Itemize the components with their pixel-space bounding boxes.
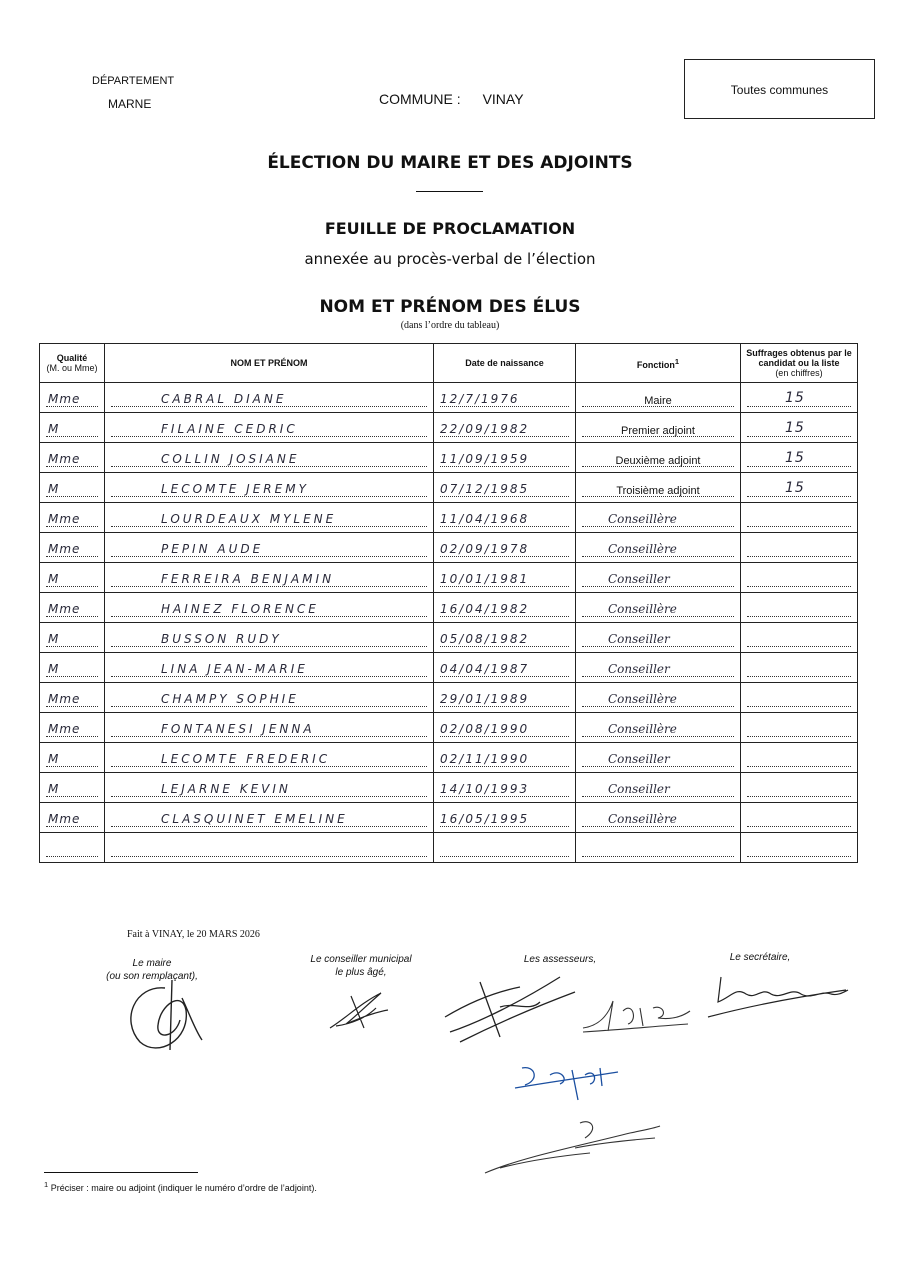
- cell-fonction: [576, 653, 741, 683]
- header-date: Date de naissance: [434, 344, 576, 383]
- elected-table: [39, 343, 858, 863]
- cell-nom: [105, 683, 434, 713]
- cell-qualite: [40, 833, 105, 863]
- qualite-value: M: [48, 782, 60, 796]
- table-row: [40, 593, 858, 623]
- date-value: 11/04/1968: [440, 512, 530, 526]
- cell-date: [434, 773, 576, 803]
- date-value: 22/09/1982: [440, 422, 530, 436]
- cell-qualite: [40, 623, 105, 653]
- cell-date: [434, 683, 576, 713]
- cell-fonction: [576, 743, 741, 773]
- cell-date: [434, 563, 576, 593]
- nom-value: FILAINE CEDRIC: [161, 422, 298, 436]
- date-value: 11/09/1959: [440, 452, 530, 466]
- footnote-divider: [44, 1172, 198, 1173]
- cell-date: [434, 533, 576, 563]
- cell-qualite: [40, 593, 105, 623]
- fonction-value: Conseillère: [608, 722, 677, 736]
- nom-value: FERREIRA BENJAMIN: [161, 572, 335, 586]
- qualite-value: Mme: [48, 722, 81, 736]
- header-qualite: Qualité (M. ou Mme): [40, 344, 105, 383]
- annex-subtitle: annexée au procès-verbal de l’élection: [304, 250, 596, 268]
- fonction-value: Premier adjoint: [621, 425, 695, 437]
- cell-date: [434, 833, 576, 863]
- nom-value: FONTANESI JENNA: [161, 722, 315, 736]
- cell-suffrages: [741, 593, 858, 623]
- cell-nom: [105, 383, 434, 413]
- cell-nom: [105, 623, 434, 653]
- table-row: [40, 563, 858, 593]
- sheet-title: FEUILLE DE PROCLAMATION: [324, 219, 576, 238]
- fonction-value: Conseiller: [608, 782, 670, 796]
- department-value: MARNE: [108, 97, 152, 111]
- cell-nom: [105, 533, 434, 563]
- list-note: (dans l’ordre du tableau): [400, 320, 500, 331]
- nom-value: LEJARNE KEVIN: [161, 782, 291, 796]
- commune-value: VINAY: [482, 91, 524, 107]
- cell-suffrages: [741, 413, 858, 443]
- cell-date: [434, 713, 576, 743]
- cell-nom: [105, 593, 434, 623]
- nom-value: LINA JEAN-MARIE: [161, 662, 308, 676]
- fonction-value: Conseiller: [608, 662, 670, 676]
- secretaire-label: Le secrétaire,: [729, 952, 791, 963]
- cell-date: [434, 653, 576, 683]
- table-header-row: [40, 344, 858, 383]
- commune-line: [379, 91, 524, 107]
- cell-nom: [105, 473, 434, 503]
- qualite-value: Mme: [48, 512, 81, 526]
- cell-suffrages: [741, 623, 858, 653]
- commune-label: COMMUNE :: [379, 91, 461, 107]
- date-value: 10/01/1981: [440, 572, 530, 586]
- nom-value: CABRAL DIANE: [161, 392, 287, 406]
- cell-nom: [105, 833, 434, 863]
- conseiller-label: Le conseiller municipal le plus âgé,: [310, 954, 412, 978]
- date-value: 04/04/1987: [440, 662, 530, 676]
- fonction-value: Conseiller: [608, 632, 670, 646]
- qualite-value: Mme: [48, 812, 81, 826]
- date-value: 05/08/1982: [440, 632, 530, 646]
- cell-suffrages: [741, 833, 858, 863]
- footnote: $^1$ Préciser : maire ou adjoint (indiquer le numéro d’ordre de l’adjoint).: [44, 1180, 317, 1193]
- cell-date: [434, 503, 576, 533]
- table-row: [40, 803, 858, 833]
- cell-fonction: [576, 623, 741, 653]
- fonction-value: Conseillère: [608, 692, 677, 706]
- page-title: ÉLECTION DU MAIRE ET DES ADJOINTS: [267, 153, 633, 173]
- cell-nom: [105, 563, 434, 593]
- cell-fonction: [576, 383, 741, 413]
- cell-date: [434, 743, 576, 773]
- cell-nom: [105, 503, 434, 533]
- cell-qualite: [40, 803, 105, 833]
- cell-suffrages: [741, 743, 858, 773]
- fonction-value: Conseiller: [608, 572, 670, 586]
- cell-suffrages: [741, 383, 858, 413]
- nom-value: LECOMTE JEREMY: [161, 482, 309, 496]
- date-value: 16/05/1995: [440, 812, 530, 826]
- cell-qualite: [40, 683, 105, 713]
- fait-a-line: Fait à VINAY, le 20 MARS 2026: [127, 929, 260, 940]
- cell-suffrages: [741, 503, 858, 533]
- date-value: 16/04/1982: [440, 602, 530, 616]
- fonction-value: Conseillère: [608, 512, 677, 526]
- cell-nom: [105, 773, 434, 803]
- table-row: [40, 443, 858, 473]
- cell-suffrages: [741, 563, 858, 593]
- suffrages-value: 15: [785, 420, 805, 436]
- qualite-value: M: [48, 482, 60, 496]
- cell-qualite: [40, 563, 105, 593]
- cell-qualite: [40, 533, 105, 563]
- cell-qualite: [40, 383, 105, 413]
- cell-qualite: [40, 743, 105, 773]
- table-row: [40, 383, 858, 413]
- date-value: 02/11/1990: [440, 752, 530, 766]
- table-row: [40, 473, 858, 503]
- nom-value: CHAMPY SOPHIE: [161, 692, 299, 706]
- header-suffrages: Suffrages obtenus par le candidat ou la liste (en chiffres): [741, 344, 858, 383]
- fonction-value: Conseillère: [608, 542, 677, 556]
- table-row: [40, 623, 858, 653]
- date-value: 12/7/1976: [440, 392, 520, 406]
- qualite-value: M: [48, 662, 60, 676]
- cell-qualite: [40, 443, 105, 473]
- cell-qualite: [40, 773, 105, 803]
- qualite-value: Mme: [48, 692, 81, 706]
- cell-fonction: [576, 713, 741, 743]
- cell-fonction: [576, 473, 741, 503]
- cell-date: [434, 383, 576, 413]
- date-value: 02/08/1990: [440, 722, 530, 736]
- qualite-value: M: [48, 422, 60, 436]
- cell-fonction: [576, 683, 741, 713]
- cell-fonction: [576, 533, 741, 563]
- cell-date: [434, 593, 576, 623]
- cell-suffrages: [741, 713, 858, 743]
- cell-suffrages: [741, 443, 858, 473]
- table-row: [40, 743, 858, 773]
- table-row: [40, 503, 858, 533]
- nom-value: LOURDEAUX MYLENE: [161, 512, 337, 526]
- conseiller-signature: [326, 988, 396, 1033]
- title-divider: [416, 191, 483, 192]
- fonction-value: Maire: [644, 395, 672, 407]
- qualite-value: M: [48, 632, 60, 646]
- cell-suffrages: [741, 473, 858, 503]
- nom-value: LECOMTE FREDERIC: [161, 752, 331, 766]
- cell-fonction: [576, 593, 741, 623]
- table-row: [40, 833, 858, 863]
- cell-nom: [105, 653, 434, 683]
- qualite-value: Mme: [48, 452, 81, 466]
- assesseur-signature-2: [578, 996, 693, 1036]
- cell-fonction: [576, 833, 741, 863]
- cell-date: [434, 443, 576, 473]
- qualite-value: M: [48, 572, 60, 586]
- suffrages-value: 15: [785, 480, 805, 496]
- cell-nom: [105, 713, 434, 743]
- table-row: [40, 683, 858, 713]
- fonction-value: Conseillère: [608, 602, 677, 616]
- assesseur-signature-3: [480, 1118, 665, 1178]
- cell-suffrages: [741, 533, 858, 563]
- fonction-value: Conseillère: [608, 812, 677, 826]
- fonction-value: Conseiller: [608, 752, 670, 766]
- cell-date: [434, 413, 576, 443]
- cell-date: [434, 623, 576, 653]
- nom-value: BUSSON RUDY: [161, 632, 282, 646]
- qualite-value: Mme: [48, 542, 81, 556]
- nom-value: COLLIN JOSIANE: [161, 452, 300, 466]
- cell-suffrages: [741, 803, 858, 833]
- cell-fonction: [576, 443, 741, 473]
- fonction-value: Troisième adjoint: [616, 485, 700, 497]
- table-row: [40, 653, 858, 683]
- date-value: 07/12/1985: [440, 482, 530, 496]
- assesseurs-label: Les assesseurs,: [523, 954, 597, 965]
- header-nom: NOM ET PRÉNOM: [105, 344, 434, 383]
- cell-suffrages: [741, 773, 858, 803]
- date-value: 29/01/1989: [440, 692, 530, 706]
- cell-fonction: [576, 773, 741, 803]
- suffrages-value: 15: [785, 450, 805, 466]
- qualite-value: M: [48, 752, 60, 766]
- table-row: [40, 533, 858, 563]
- cell-nom: [105, 443, 434, 473]
- cell-nom: [105, 413, 434, 443]
- department-label: DÉPARTEMENT: [92, 75, 175, 87]
- cell-fonction: [576, 563, 741, 593]
- cell-qualite: [40, 713, 105, 743]
- assesseur-signature-1: [440, 972, 580, 1047]
- table-row: [40, 413, 858, 443]
- secretaire-signature: [706, 972, 851, 1022]
- cell-fonction: [576, 503, 741, 533]
- maire-label: Le maire (ou son remplaçant),: [106, 958, 198, 982]
- cell-qualite: [40, 413, 105, 443]
- maire-signature: [120, 980, 210, 1055]
- cell-date: [434, 803, 576, 833]
- cell-qualite: [40, 503, 105, 533]
- date-value: 02/09/1978: [440, 542, 530, 556]
- cell-suffrages: [741, 683, 858, 713]
- table-row: [40, 713, 858, 743]
- assesseur-signature-blue: [510, 1060, 625, 1105]
- date-value: 14/10/1993: [440, 782, 530, 796]
- nom-value: HAINEZ FLORENCE: [161, 602, 319, 616]
- table-row: [40, 773, 858, 803]
- cell-fonction: [576, 413, 741, 443]
- cell-nom: [105, 803, 434, 833]
- qualite-value: Mme: [48, 392, 81, 406]
- suffrages-value: 15: [785, 390, 805, 406]
- cell-fonction: [576, 803, 741, 833]
- cell-suffrages: [741, 653, 858, 683]
- list-title: NOM ET PRÉNOM DES ÉLUS: [319, 297, 581, 317]
- cell-nom: [105, 743, 434, 773]
- qualite-value: Mme: [48, 602, 81, 616]
- cell-qualite: [40, 653, 105, 683]
- nom-value: CLASQUINET EMELINE: [161, 812, 348, 826]
- nom-value: PEPIN AUDE: [161, 542, 264, 556]
- header-fonction: Fonction$^1$: [576, 344, 741, 383]
- cell-qualite: [40, 473, 105, 503]
- scope-box: Toutes communes: [684, 59, 875, 119]
- fonction-value: Deuxième adjoint: [615, 455, 701, 467]
- cell-date: [434, 473, 576, 503]
